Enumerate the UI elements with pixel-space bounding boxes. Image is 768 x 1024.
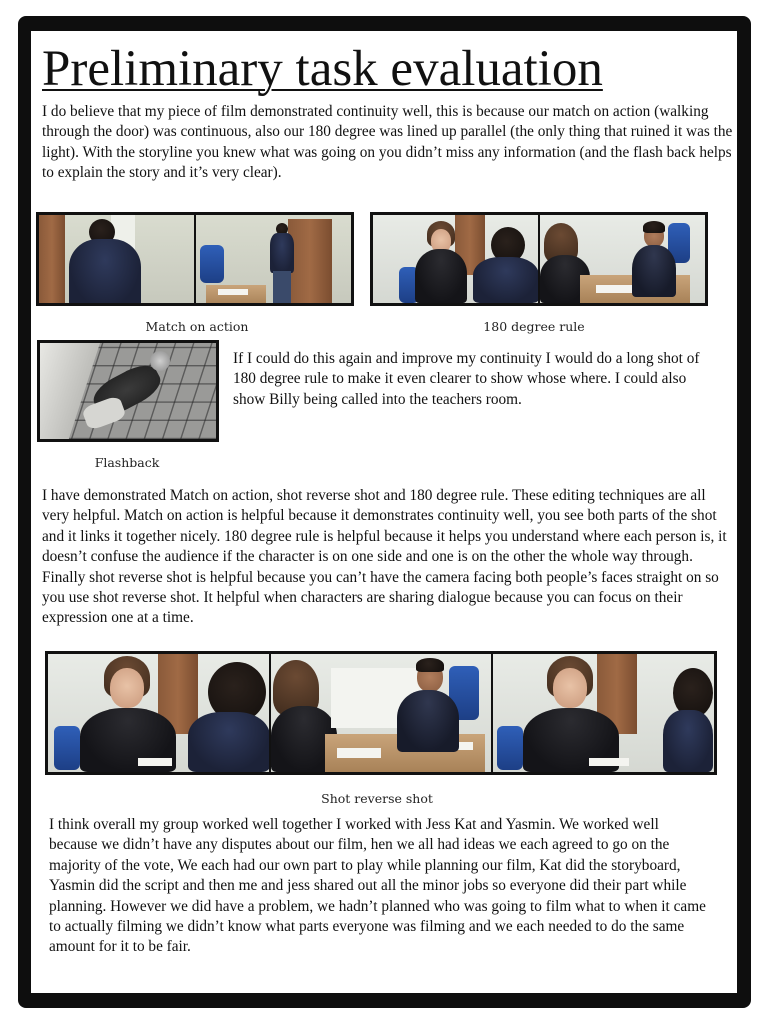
page-title: Preliminary task evaluation xyxy=(42,41,603,97)
flashback-frame xyxy=(40,343,216,439)
180-degree-rule-caption: 180 degree rule xyxy=(483,319,585,334)
180-degree-frame-1 xyxy=(373,215,538,303)
flashback-caption: Flashback xyxy=(94,455,160,470)
shot-reverse-shot-frame-1 xyxy=(48,654,269,772)
group-paragraph: I think overall my group worked well together I worked with Jess Kat and Yasmin. We worked well because we didn’t have any disputes about our film, hen we all had ideas we each agreed to go on the majority of the vote, We each had our own part to play while planning our film, Kat did the storyboard, Yasmin did the script and then me and jess shared out all the minor jobs so everyone did their part while planning. However we did have a problem, we hadn’t planned who was going to film what to when it came to actually filming we didn’t know what parts everyone was filming and we each needed to do the same amount for it to be fair. xyxy=(49,816,706,956)
match-on-action-frame-2 xyxy=(196,215,351,303)
shot-reverse-shot-images xyxy=(45,651,717,775)
improvement-paragraph: If I could do this again and improve my continuity I would do a long shot of 180 degree rule to make it even clearer to show whose where. I could also show Billy being called into the teachers room. xyxy=(233,350,700,408)
techniques-paragraph: I have demonstrated Match on action, shot reverse shot and 180 degree rule. These editing techniques are all very helpful. Match on action is helpful because it demonstrates continuity well, you see both parts of the shot and it links it together nicely. 180 degree rule is helpful because it helps you understand where each person is, it doesn’t confuse the audience if the character is on one side and one is on the other the whole way through. Finally shot reverse shot is helpful because you can’t have the camera facing both people’s faces straight on so you use shot reverse shot. It helpful when characters are sharing dialogue because you can focus on their expression one at a time. xyxy=(42,487,727,627)
match-on-action-frame-1 xyxy=(39,215,194,303)
180-degree-rule-images xyxy=(370,212,708,306)
shot-reverse-shot-caption: Shot reverse shot xyxy=(321,791,433,806)
flashback-image xyxy=(37,340,219,442)
shot-reverse-shot-frame-2 xyxy=(271,654,492,772)
intro-paragraph: I do believe that my piece of film demonstrated continuity well, this is because our match on action (walking through the door) was continuous, also our 180 degree was lined up parallel (the only thing that ruined it was the light). With the storyline you knew what was going on you didn’t miss any information (and the flash back helps to explain the story and it’s very clear). xyxy=(42,103,733,182)
match-on-action-caption: Match on action xyxy=(145,319,249,334)
180-degree-frame-2 xyxy=(540,215,705,303)
shot-reverse-shot-frame-3 xyxy=(493,654,714,772)
match-on-action-images xyxy=(36,212,354,306)
document-page xyxy=(31,31,737,993)
